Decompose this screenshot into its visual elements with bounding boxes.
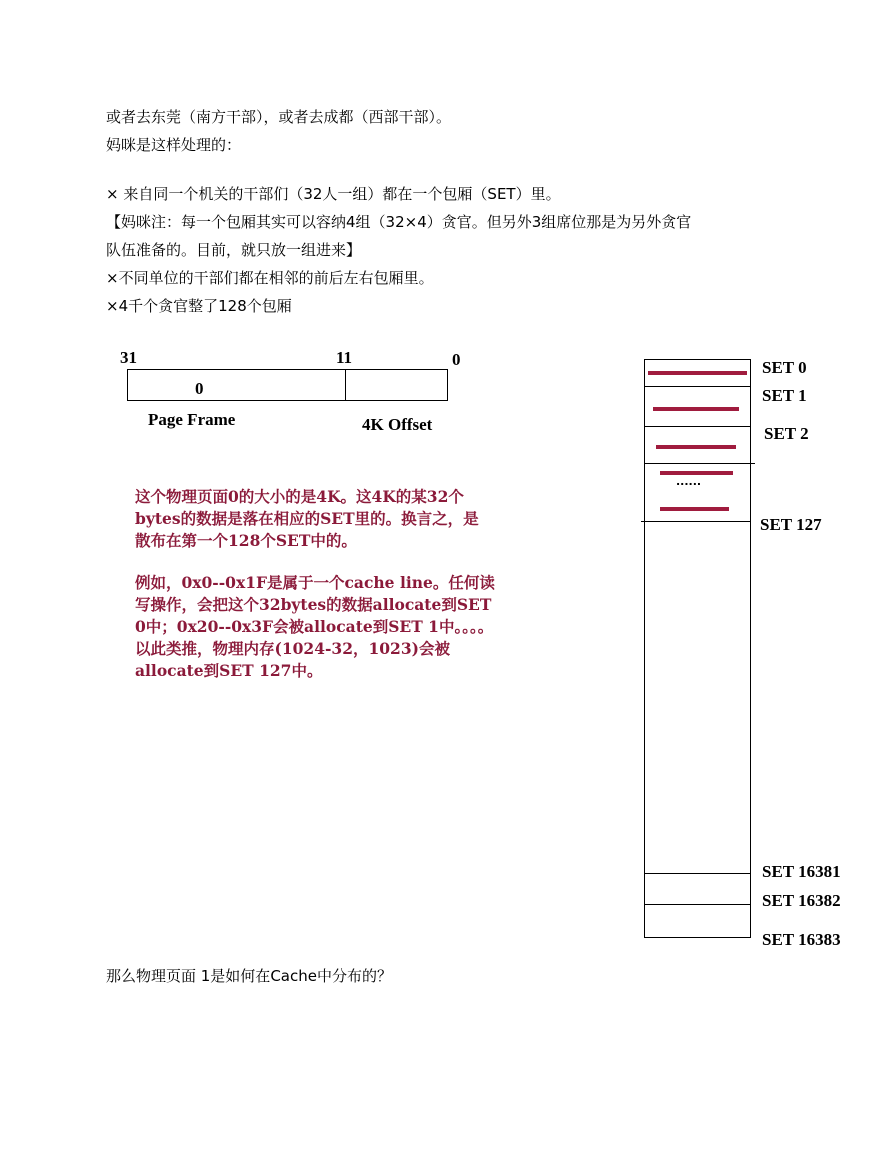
bit-0-label: 0	[452, 350, 461, 369]
text-line-4: 【妈咪注：每一个包厢其实可以容纳4组（32×4）贪官。但另外3组席位那是为另外贪官	[106, 213, 692, 231]
set-0-data-bar	[648, 371, 747, 375]
set-2-data-bar	[656, 445, 736, 449]
text-line-1: 或者去东莞（南方干部），或者去成都（西部干部）。	[106, 108, 452, 126]
address-divider	[345, 369, 346, 401]
text-line-5: 队伍准备的。目前，就只放一组进来】	[106, 241, 362, 259]
note-line: 以此类推，物理内存(1024-32，1023)会被	[135, 639, 450, 658]
set-127-data-bar	[660, 507, 729, 511]
note-line: allocate到SET 127中。	[135, 661, 323, 680]
set-16381-label: SET 16381	[762, 862, 841, 881]
bit-11-label: 11	[336, 348, 353, 367]
set-divider	[644, 386, 751, 387]
set-divider	[644, 426, 751, 427]
page-frame-value: 0	[195, 379, 204, 398]
set-divider	[641, 521, 751, 522]
address-box	[127, 369, 448, 401]
note-line: 0中；0x20--0x3F会被allocate到SET 1中。。。。	[135, 617, 494, 636]
set-1-data-bar	[653, 407, 739, 411]
note-line: 散布在第一个128个SET中的。	[135, 531, 357, 550]
set-divider	[644, 463, 755, 464]
set-127-label: SET 127	[760, 515, 822, 534]
note-line: 例如，0x0--0x1F是属于一个cache line。任何读	[135, 573, 495, 592]
set-0-label: SET 0	[762, 358, 807, 377]
text-line-3: × 来自同一个机关的干部们（32人一组）都在一个包厢（SET）里。	[106, 185, 561, 203]
set-16383-label: SET 16383	[762, 930, 841, 949]
set-divider	[644, 904, 751, 905]
bit-31-label: 31	[120, 348, 137, 367]
text-line-6: ×不同单位的干部们都在相邻的前后左右包厢里。	[106, 269, 434, 287]
text-line-2: 妈咪是这样处理的：	[106, 136, 242, 154]
text-line-7: ×4千个贪官整了128个包厢	[106, 297, 292, 315]
note-line: bytes的数据是落在相应的SET里的。换言之，是	[135, 509, 479, 528]
offset-label: 4K Offset	[362, 415, 433, 434]
question-line: 那么物理页面 1是如何在Cache中分布的？	[106, 967, 392, 985]
set-16382-label: SET 16382	[762, 891, 841, 910]
set-1-label: SET 1	[762, 386, 807, 405]
set-2-label: SET 2	[764, 424, 809, 443]
set-divider	[644, 873, 751, 874]
ellipsis-dots: ......	[676, 475, 702, 488]
note-line: 写操作，会把这个32bytes的数据allocate到SET	[135, 595, 492, 614]
note-line: 这个物理页面0的大小的是4K。这4K的某32个	[135, 487, 464, 506]
page-frame-label: Page Frame	[148, 410, 236, 429]
